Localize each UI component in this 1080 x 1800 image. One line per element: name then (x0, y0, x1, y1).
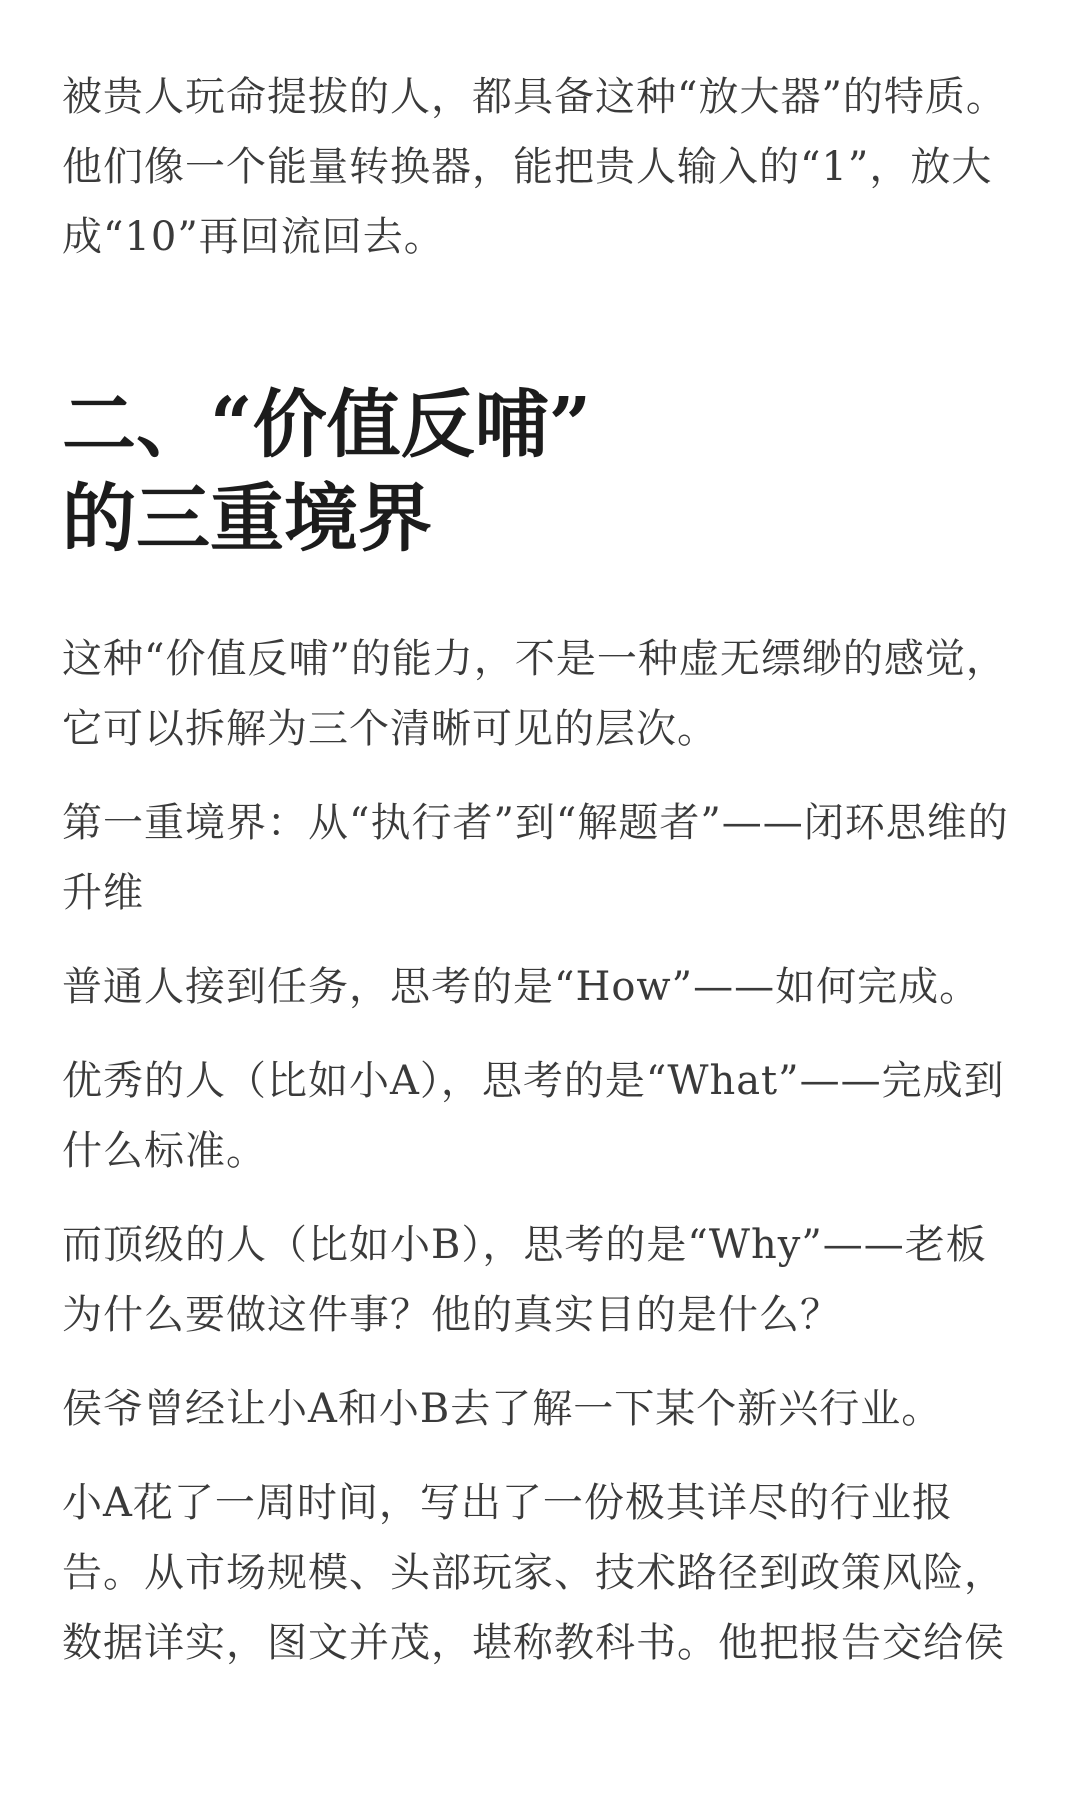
paragraph-why: 而顶级的人（比如小B），思考的是“Why”——老板为什么要做这件事？他的真实目的是什么？ (62, 1222, 987, 1338)
section-heading-line-2: 的三重境界 (62, 476, 432, 562)
paragraph-how: 普通人接到任务，思考的是“How”——如何完成。 (62, 964, 981, 1010)
section-heading (62, 378, 1022, 566)
paragraph-levels-intro: 这种“价值反哺”的能力，不是一种虚无缥缈的感觉，它可以拆解为三个清晰可见的层次。 (62, 636, 1007, 752)
paragraph-first-level: 第一重境界：从“执行者”到“解题者”——闭环思维的升维 (62, 800, 1009, 916)
intro-paragraph: 被贵人玩命提拔的人，都具备这种“放大器”的特质。他们像一个能量转换器，能把贵人输入的“1”，放大成“10”再回流回去。 (62, 74, 1007, 260)
paragraph-report: 小A花了一周时间，写出了一份极其详尽的行业报告。从市场规模、头部玩家、技术路径到政策风险，数据详实，图文并茂，堪称教科书。他把报告交给侯 (62, 1480, 1005, 1666)
paragraph-example: 侯爷曾经让小A和小B去了解一下某个新兴行业。 (62, 1386, 943, 1432)
article-body (62, 62, 1022, 1702)
paragraph-what: 优秀的人（比如小A），思考的是“What”——完成到什么标准。 (62, 1058, 1005, 1174)
section-heading-line-1: 二、“价值反哺” (62, 382, 592, 468)
